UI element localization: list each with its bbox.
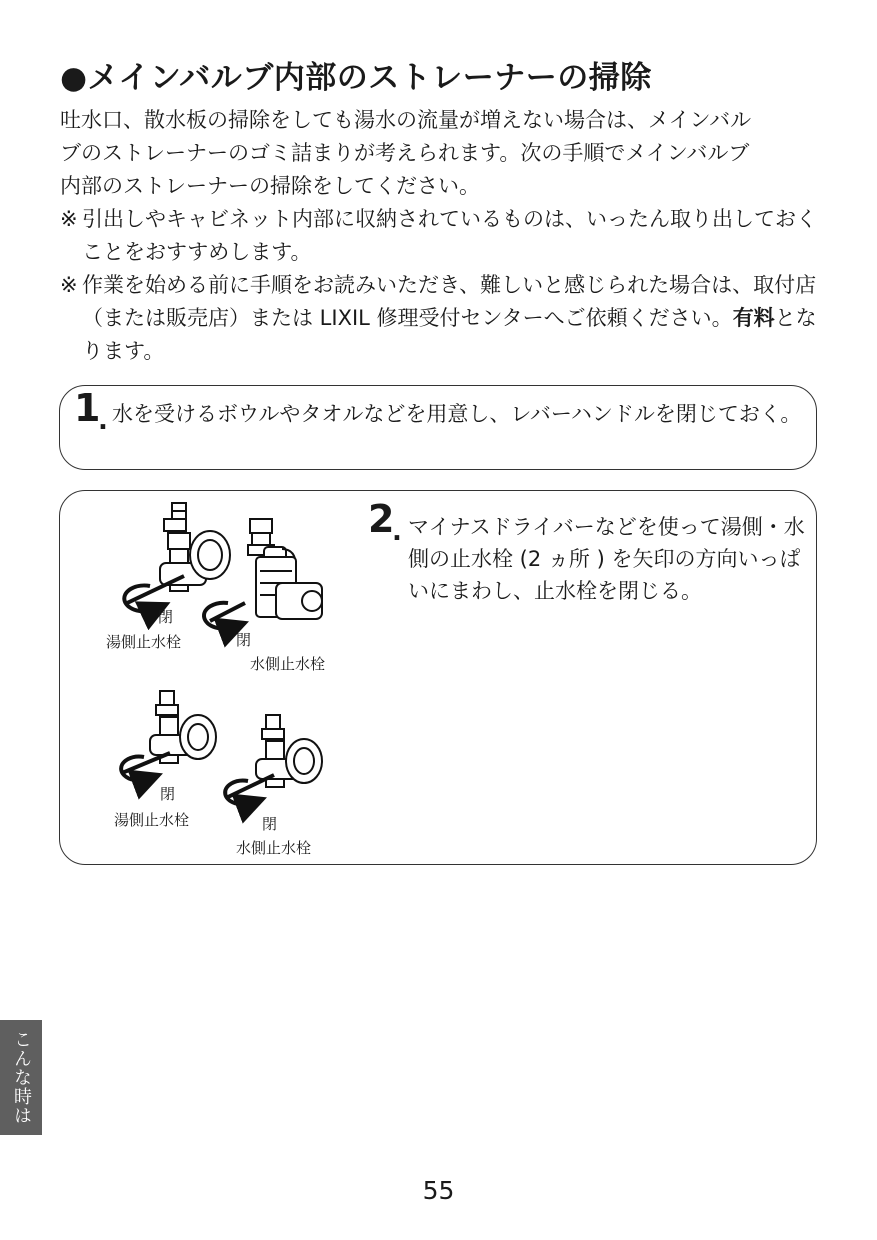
step1-text: 水を受けるボウルやタオルなどを用意し、レバーハンドルを閉じておく。 — [112, 402, 802, 426]
cold-valve-label: 水側止水栓 — [236, 839, 312, 857]
side-tab-label: こんな時は — [11, 1030, 32, 1125]
hot-valve-label: 湯側止水栓 — [114, 811, 190, 829]
step2-text: マイナスドライバーなどを使って湯側・水側の止水栓 (2 ヵ所 ) を矢印の方向いっぱいにまわし、止水栓を閉じる。 — [408, 515, 805, 603]
cold-valve-label: 水側止水栓 — [250, 655, 326, 673]
note-text: 引出しやキャビネット内部に収納されているものは、いったん取り出しておくことをおすすめします。 — [82, 207, 817, 264]
note-mark: ※ — [60, 207, 78, 231]
page-number: 55 — [422, 1176, 455, 1205]
hot-close-label: 閉 — [160, 785, 176, 803]
cold-close-label: 閉 — [262, 815, 278, 833]
cold-close-label: 閉 — [236, 631, 252, 649]
note-storage — [60, 203, 820, 269]
step2-dot: . — [392, 517, 402, 547]
page-title: ●メインバルブ内部のストレーナーの掃除 — [60, 60, 652, 96]
note-text-before: 作業を始める前に手順をお読みいただき、難しいと感じられた場合は、取付店（または販売店）または LIXIL 修理受付センターへご依頼ください。 — [82, 273, 817, 330]
step1-box — [59, 385, 817, 470]
hot-valve-icon — [122, 691, 216, 773]
note-text — [82, 269, 820, 368]
note-text-after: となります。 — [82, 306, 817, 363]
note-repair — [60, 269, 820, 368]
note-paid-emphasis: 有料 — [732, 306, 775, 330]
intro-line: 吐水口、散水板の掃除をしても湯水の流量が増えない場合は、メインバル — [60, 108, 752, 132]
cold-valve-icon — [228, 715, 322, 797]
intro-line: 内部のストレーナーの掃除をしてください。 — [60, 174, 480, 198]
note-mark: ※ — [60, 273, 78, 297]
step2-box — [59, 490, 817, 865]
stop-valve-illustration — [60, 491, 390, 861]
hot-valve-icon — [125, 503, 230, 604]
step2-number: 2 — [368, 497, 395, 541]
section-side-tab — [0, 1020, 42, 1135]
intro-line: ブのストレーナーのゴミ詰まりが考えられます。次の手順でメインバルブ — [60, 141, 750, 165]
hot-valve-label: 湯側止水栓 — [106, 633, 182, 651]
hot-close-label: 閉 — [158, 608, 174, 626]
step1-dot: . — [98, 406, 108, 436]
step1-number: 1 — [74, 386, 101, 430]
intro-section — [60, 104, 820, 368]
